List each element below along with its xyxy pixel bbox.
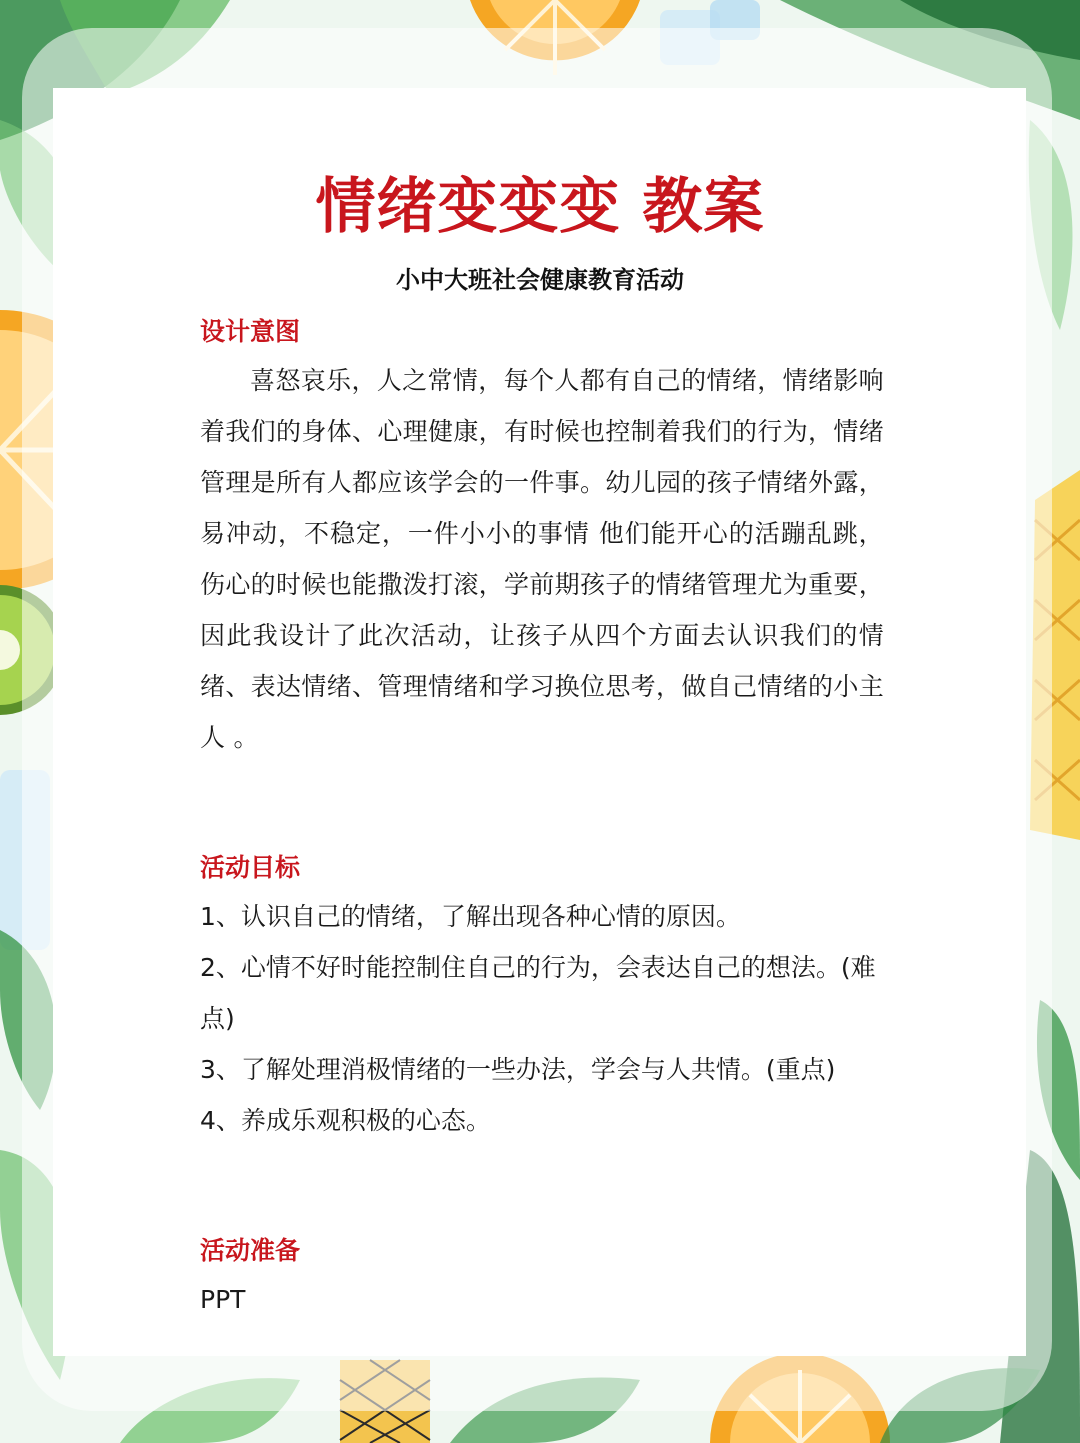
goal-item-3: 3、了解处理消极情绪的一些办法，学会与人共情。(重点): [200, 1055, 836, 1084]
section-spacer: [200, 763, 884, 845]
design-paragraph: 喜怒哀乐，人之常情，每个人都有自己的情绪，情绪影响着我们的身体、心理健康，有时候也控制着我们的行为，情绪管理是所有人都应该学会的一件事。幼儿园的孩子情绪外露，易冲动，不稳定，一件小小的事情 他们能开心的活蹦乱跳，伤心的时候也能撒泼打滚，学前期孩子的情绪管理尤为重要，因此我设计了此次活动，让孩子从四个方面去认识我们的情绪、表达情绪、管理情绪和学习换位思考，做自己情绪的小主人 。: [200, 366, 884, 752]
goal-item-1: 1、认识自己的情绪，了解出现各种心情的原因。: [200, 902, 741, 931]
goal-item-4: 4、养成乐观积极的心态。: [200, 1106, 491, 1135]
section-spacer: [200, 1146, 884, 1228]
prep-text: PPT: [200, 1285, 246, 1314]
section-heading-design: 设计意图: [200, 317, 301, 346]
section-heading-goals: 活动目标: [200, 853, 301, 882]
page-title: 情绪变变变 教案: [315, 172, 765, 242]
page-subtitle: 小中大班社会健康教育活动: [396, 266, 684, 294]
goal-item-2: 2、心情不好时能控制住自己的行为，会表达自己的想法。(难点): [200, 953, 876, 1033]
document-body: [200, 309, 884, 1325]
section-heading-prep: 活动准备: [200, 1236, 301, 1265]
